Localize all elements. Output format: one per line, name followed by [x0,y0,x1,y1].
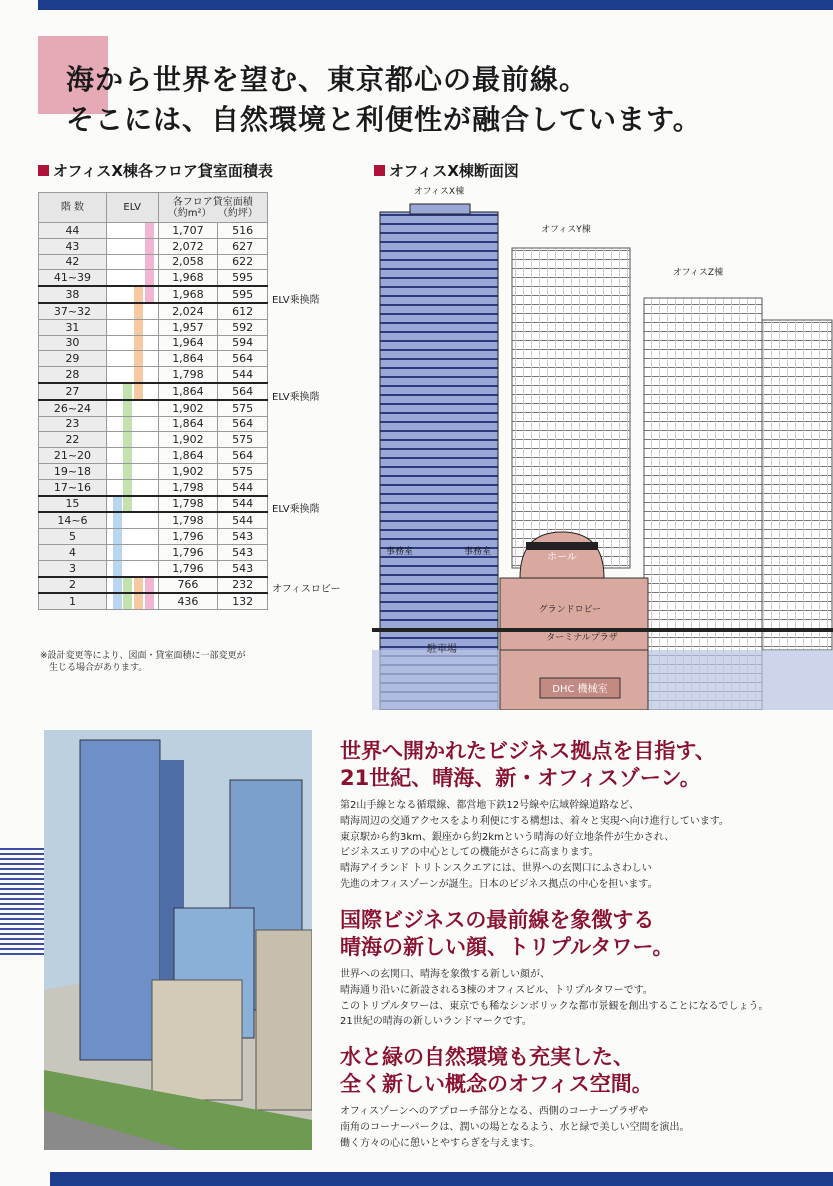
elv-strip [145,336,154,351]
sqm-cell: 1,796 [158,529,218,545]
elv-strip [145,351,154,366]
elv-strip [113,304,122,319]
tsubo-cell: 544 [218,367,268,383]
elv-strip [134,401,143,416]
tsubo-cell: 612 [218,303,268,319]
square-bullet-icon [374,165,385,176]
elv-strip [123,255,132,270]
sqm-cell: 1,796 [158,560,218,576]
label-grand-lobby: グランドロビー [538,605,602,615]
floor-cell: 15 [39,496,107,513]
feature-3-body: オフィスゾーンへのアプローチ部分となる、西側のコーナープラザや 南角のコーナーパークは、潤いの場となるよう、水と緑で美しい空間を演出。 働く方々の心に憩いとやすらぎを与えます。 [340,1106,690,1149]
floor-cell: 41~39 [39,270,107,286]
elv-strip [123,480,132,495]
label-office-right: 事務室 [464,547,492,557]
elv-strip [123,401,132,416]
elv-cell [106,286,158,303]
elv-strip [145,513,154,528]
sqm-cell: 2,024 [158,303,218,319]
table-row [39,238,268,254]
floor-cell: 38 [39,286,107,303]
elv-strip [134,384,143,399]
elv-strip [134,320,143,335]
tsubo-cell: 564 [218,351,268,367]
table-row [39,319,268,335]
tsubo-cell: 564 [218,448,268,464]
elv-strip [123,270,132,285]
headline-line-2: そこには、自然環境と利便性が融合しています。 [66,103,702,136]
ground-line [372,628,833,632]
floor-cell: 23 [39,416,107,432]
elv-strip [113,255,122,270]
elv-cell [106,479,158,495]
elv-strip [113,351,122,366]
elv-strip [123,513,132,528]
sqm-cell: 1,902 [158,432,218,448]
sqm-cell: 1,964 [158,335,218,351]
elv-cell [106,335,158,351]
tsubo-cell: 594 [218,335,268,351]
sqm-cell: 1,864 [158,383,218,400]
table-row [39,593,268,609]
elv-strip [134,239,143,254]
elv-strip [145,320,154,335]
tower-x-shape [380,212,498,710]
table-row [39,512,268,528]
tsubo-cell: 564 [218,416,268,432]
floor-cell: 30 [39,335,107,351]
elv-strip [134,480,143,495]
elv-strip [113,367,122,382]
elv-strip [145,594,154,609]
elv-strip [123,320,132,335]
sqm-cell: 1,968 [158,270,218,286]
transfer-floor-label: ELV乗換階 [272,503,320,515]
elv-strip [113,578,122,593]
floor-cell: 22 [39,432,107,448]
tsubo-cell: 575 [218,432,268,448]
elv-cell [106,270,158,286]
elv-cell [106,544,158,560]
elv-strip [123,351,132,366]
elv-cell [106,319,158,335]
top-band-gap [0,0,38,10]
elv-strip [134,578,143,593]
tower-x-crown [410,204,470,214]
elv-strip [134,561,143,576]
elv-strip [113,480,122,495]
elv-strip [123,448,132,463]
elv-strip [113,513,122,528]
elv-strip [134,336,143,351]
elv-strip [134,513,143,528]
sqm-cell: 1,864 [158,448,218,464]
sqm-cell: 1,968 [158,286,218,303]
header-floor: 階 数 [39,193,107,223]
floor-cell: 3 [39,560,107,576]
feature-3-title: 水と緑の自然環境も充実した、 全く新しい概念のオフィス空間。 [340,1045,653,1096]
sqm-cell: 2,072 [158,238,218,254]
label-tower-z: オフィスZ棟 [672,268,724,278]
table-row [39,335,268,351]
label-dhc: DHC 機械室 [552,684,608,695]
elv-strip [145,417,154,432]
table-section-title: オフィスX棟各フロア貸室面積表 [38,160,273,181]
elv-strip [113,464,122,479]
elv-strip [123,336,132,351]
square-bullet-icon [38,165,49,176]
elv-cell [106,383,158,400]
tsubo-cell: 544 [218,512,268,528]
elv-strip [145,287,154,302]
elv-cell [106,577,158,594]
elv-strip [134,270,143,285]
elv-cell [106,238,158,254]
tsubo-cell: 595 [218,286,268,303]
sqm-cell: 436 [158,593,218,609]
floor-cell: 21~20 [39,448,107,464]
floor-area-table [38,192,268,610]
sqm-cell: 1,798 [158,479,218,495]
table-row [39,529,268,545]
table-row [39,383,268,400]
elv-strip [113,223,122,238]
label-office-left: 事務室 [386,547,414,557]
elv-strip [113,432,122,447]
sqm-cell: 1,957 [158,319,218,335]
elv-cell [106,254,158,270]
tsubo-cell: 543 [218,544,268,560]
headline-line-1: 海から世界を望む、東京都心の最前線。 [66,63,589,96]
tsubo-cell: 627 [218,238,268,254]
label-tower-x: オフィスX棟 [413,187,465,197]
elv-strip [134,287,143,302]
top-blue-band [0,0,833,10]
elv-strip [145,497,154,512]
elv-strip [134,351,143,366]
elv-strip [134,223,143,238]
elv-strip [145,529,154,544]
elv-strip [145,255,154,270]
elv-strip [113,320,122,335]
cross-section-diagram [372,180,833,710]
elv-strip [113,270,122,285]
feature-block-1 [340,738,810,893]
sqm-cell: 1,902 [158,400,218,416]
sqm-cell: 1,798 [158,367,218,383]
feature-2-body: 世界への玄関口、晴海を象徴する新しい顔が、 晴海通り沿いに新設される3棟のオフィスビル、トリプルタワーです。 このトリプルタワーは、東京でも稀なシンボリックな都市景観を創出することになるでしょう。 21世紀の晴海の新しいランドマークです。 [340,969,769,1028]
table-row [39,432,268,448]
tsubo-cell: 543 [218,529,268,545]
label-parking: 駐車場 [427,644,457,655]
table-row [39,416,268,432]
elv-strip [134,594,143,609]
elv-strip [134,497,143,512]
tower-y-shape [512,248,630,568]
elv-strip [113,336,122,351]
elv-strip [123,545,132,560]
sqm-cell: 1,902 [158,463,218,479]
tsubo-cell: 595 [218,270,268,286]
tsubo-cell: 232 [218,577,268,594]
elv-cell [106,351,158,367]
elv-cell [106,448,158,464]
tower-z-shape [644,298,762,710]
floor-cell: 4 [39,544,107,560]
table-row [39,496,268,513]
elv-strip [134,464,143,479]
table-row [39,351,268,367]
table-row [39,254,268,270]
elv-strip [123,239,132,254]
elv-strip [134,304,143,319]
elv-strip [113,529,122,544]
table-row [39,367,268,383]
triple-tower-rendering [44,730,312,1150]
transfer-floor-label: オフィスロビー [272,584,341,596]
floor-cell: 27 [39,383,107,400]
elv-cell [106,432,158,448]
elv-strip [113,384,122,399]
sqm-cell: 1,798 [158,496,218,513]
sqm-cell: 1,864 [158,416,218,432]
elv-strip [113,287,122,302]
tower-z-wing-shape [762,320,832,650]
label-hall: ホール [547,552,577,563]
bottom-blue-band [50,1172,833,1186]
elv-strip [145,270,154,285]
elv-strip [134,545,143,560]
feature-block-3 [340,1044,810,1151]
hall-roof [526,542,598,550]
diagram-section-title: オフィスX棟断面図 [374,160,519,181]
elv-cell [106,593,158,609]
feature-1-title: 世界へ開かれたビジネス拠点を目指す、 21世紀、晴海、新・オフィスゾーン。 [340,739,716,790]
tsubo-cell: 592 [218,319,268,335]
table-row [39,544,268,560]
elv-strip [134,255,143,270]
feature-block-2 [340,907,810,1030]
elv-cell [106,496,158,513]
blue-hatch-decoration [0,848,44,958]
label-terminal-plaza: ターミナルプラザ [546,633,618,643]
sqm-cell: 1,707 [158,223,218,239]
transfer-floor-label: ELV乗換階 [272,295,320,307]
feature-1-body: 第2山手線となる循環線、都営地下鉄12号線や広域幹線道路など、 晴海周辺の交通アクセスをより利便にする構想は、着々と実現へ向け進行しています。 東京駅から約3km、銀座から約2kmという晴海の好立地条件が生かされ、 ビジネスエリアの中心としての機能がさらに高まります。 晴海アイランド トリトンスクエアには、世界への玄関口にふさわしい 先進のオフィスゾーンが誕生。日本のビジネス拠点の中心を担います。 [340,800,729,890]
elv-strip [113,448,122,463]
elv-strip [134,529,143,544]
tsubo-cell: 564 [218,383,268,400]
elv-strip [123,529,132,544]
feature-2-title: 国際ビジネスの最前線を象徴する 晴海の新しい顔、トリプルタワー。 [340,908,674,959]
elv-strip [145,401,154,416]
elv-cell [106,223,158,239]
sqm-cell: 766 [158,577,218,594]
elv-cell [106,303,158,319]
sqm-cell: 1,796 [158,544,218,560]
elv-strip [145,545,154,560]
elv-strip [145,223,154,238]
elv-strip [113,497,122,512]
table-row [39,560,268,576]
design-change-note: ※設計変更等により、図面・貸室面積に一部変更が 生じる場合があります。 [40,651,246,673]
rendering-tower-x [80,740,160,1060]
elv-strip [113,594,122,609]
floor-cell: 14~6 [39,512,107,528]
floor-cell: 17~16 [39,479,107,495]
elv-strip [123,594,132,609]
elv-strip [145,304,154,319]
tsubo-cell: 543 [218,560,268,576]
elv-strip [113,417,122,432]
tsubo-cell: 544 [218,496,268,513]
floor-cell: 44 [39,223,107,239]
floor-cell: 19~18 [39,463,107,479]
tsubo-cell: 516 [218,223,268,239]
elv-cell [106,367,158,383]
elv-strip [123,367,132,382]
header-area: 各フロア貸室面積 （約m²） （約坪） [158,193,267,223]
floor-cell: 42 [39,254,107,270]
table-row [39,448,268,464]
elv-cell [106,529,158,545]
elv-strip [145,384,154,399]
elv-strip [145,464,154,479]
sqm-cell: 1,864 [158,351,218,367]
floor-cell: 26~24 [39,400,107,416]
tsubo-cell: 132 [218,593,268,609]
elv-strip [113,239,122,254]
elv-strip [145,480,154,495]
elv-strip [145,448,154,463]
floor-cell: 28 [39,367,107,383]
elv-cell [106,400,158,416]
elv-strip [123,497,132,512]
table-row [39,286,268,303]
tsubo-cell: 622 [218,254,268,270]
elv-strip [134,367,143,382]
tsubo-cell: 575 [218,400,268,416]
sqm-cell: 2,058 [158,254,218,270]
elv-strip [123,561,132,576]
header-elv: ELV [106,193,158,223]
table-row [39,577,268,594]
table-row [39,463,268,479]
elv-cell [106,560,158,576]
elv-strip [145,239,154,254]
elv-strip [123,223,132,238]
table-row [39,270,268,286]
tsubo-cell: 544 [218,479,268,495]
elv-strip [123,304,132,319]
elv-strip [145,432,154,447]
table-row [39,303,268,319]
elv-cell [106,512,158,528]
elv-strip [113,545,122,560]
elv-strip [113,401,122,416]
elv-strip [134,417,143,432]
elv-strip [134,432,143,447]
floor-cell: 43 [39,238,107,254]
page-headline [66,60,702,140]
elv-strip [145,367,154,382]
elv-cell [106,416,158,432]
floor-cell: 31 [39,319,107,335]
elv-strip [145,578,154,593]
floor-cell: 37~32 [39,303,107,319]
elv-strip [145,561,154,576]
elv-cell [106,463,158,479]
elv-strip [123,417,132,432]
elv-strip [123,384,132,399]
elv-strip [113,561,122,576]
label-tower-y: オフィスY棟 [541,225,591,235]
floor-cell: 5 [39,529,107,545]
transfer-floor-label: ELV乗換階 [272,391,320,403]
table-row [39,400,268,416]
floor-cell: 1 [39,593,107,609]
elv-strip [123,432,132,447]
elv-strip [123,578,132,593]
elv-strip [123,287,132,302]
table-row [39,479,268,495]
floor-cell: 29 [39,351,107,367]
tsubo-cell: 575 [218,463,268,479]
sqm-cell: 1,798 [158,512,218,528]
table-row [39,223,268,239]
elv-strip [123,464,132,479]
elv-strip [134,448,143,463]
floor-cell: 2 [39,577,107,594]
